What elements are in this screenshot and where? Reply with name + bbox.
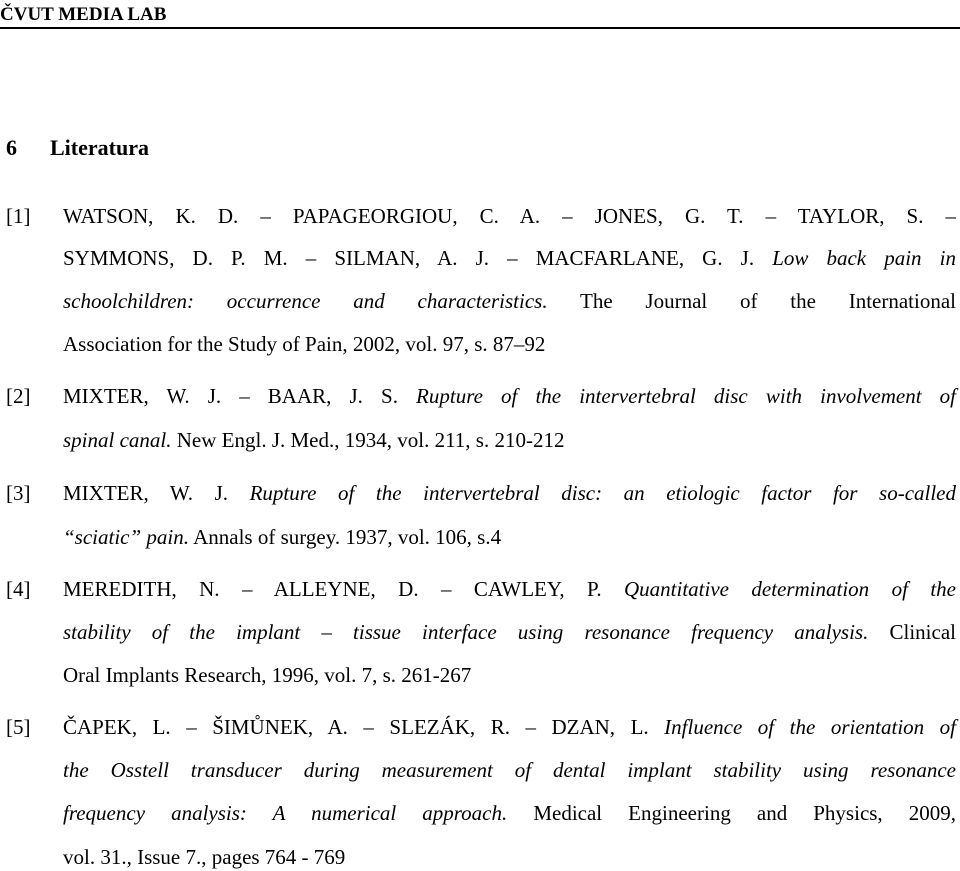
reference-text: MIXTER, W. J. — [63, 481, 250, 505]
reference-number: [3] — [6, 481, 31, 505]
reference-text: SYMMONS, D. P. M. – SILMAN, A. J. – MACFARLANE, G. J. — [63, 246, 773, 270]
reference-text: Association for the Study of Pain, 2002, vol. 97, s. 87–92 — [63, 332, 546, 356]
reference-line — [63, 332, 545, 357]
reference-text: Oral Implants Research, 1996, vol. 7, s. 261-267 — [63, 663, 472, 687]
reference-line — [63, 620, 956, 645]
reference-line — [63, 204, 956, 229]
reference-title-text: Influence of the orientation of — [664, 715, 957, 739]
reference-title-text: schoolchildren: occurrence and characteristics. — [63, 289, 548, 313]
page-header — [0, 0, 960, 29]
reference-title-text: Rupture of the intervertebral disc with involvement of — [416, 384, 956, 408]
reference-number: [5] — [6, 715, 31, 739]
reference-line — [63, 577, 956, 602]
reference-text: ČAPEK, L. – ŠIMŮNEK, A. – SLEZÁK, R. – DZAN, L. — [63, 715, 665, 739]
reference-number: [1] — [6, 204, 31, 228]
reference-text: Medical Engineering and Physics, 2009, — [507, 801, 956, 825]
reference-line — [63, 845, 345, 870]
reference-line — [63, 663, 471, 688]
reference-text: MIXTER, W. J. – BAAR, J. S. — [63, 384, 417, 408]
reference-line — [63, 801, 956, 826]
reference-text: vol. 31., Issue 7., pages 764 - 769 — [63, 845, 346, 869]
reference-title-text: spinal canal. — [63, 428, 172, 452]
header-title: ČVUT MEDIA LAB — [0, 4, 167, 25]
reference-line — [63, 715, 956, 740]
reference-text: MEREDITH, N. – ALLEYNE, D. – CAWLEY, P. — [63, 577, 624, 601]
reference-line — [63, 246, 956, 271]
reference-text: New Engl. J. Med., 1934, vol. 211, s. 210-212 — [171, 428, 565, 452]
reference-line — [63, 384, 956, 409]
reference-number: [4] — [6, 577, 31, 601]
reference-line — [63, 289, 956, 314]
reference-title-text: frequency analysis: A numerical approach. — [63, 801, 508, 825]
reference-number: [2] — [6, 384, 31, 408]
section-heading — [6, 135, 149, 161]
section-number: 6 — [6, 135, 17, 160]
reference-line — [63, 428, 564, 453]
reference-title-text: “sciatic” pain. — [63, 525, 190, 549]
reference-text: Clinical — [868, 620, 956, 644]
reference-title-text: Rupture of the intervertebral disc: an etiologic factor for so-called — [249, 481, 956, 505]
reference-line — [63, 758, 956, 783]
reference-title-text: stability of the implant – tissue interface using resonance frequency analysis. — [63, 620, 869, 644]
reference-title-text: Quantitative determination of the — [623, 577, 956, 601]
reference-title-text: the Osstell transducer during measurement of dental implant stability using resonance — [63, 758, 956, 782]
reference-line — [63, 481, 956, 506]
reference-text: The Journal of the International — [547, 289, 956, 313]
reference-text: Annals of surgey. 1937, vol. 106, s.4 — [189, 525, 502, 549]
reference-line — [63, 525, 501, 550]
section-title: Literatura — [50, 135, 149, 160]
reference-text: WATSON, K. D. – PAPAGEORGIOU, C. A. – JONES, G. T. – TAYLOR, S. – — [63, 204, 956, 228]
reference-title-text: Low back pain in — [772, 246, 956, 270]
